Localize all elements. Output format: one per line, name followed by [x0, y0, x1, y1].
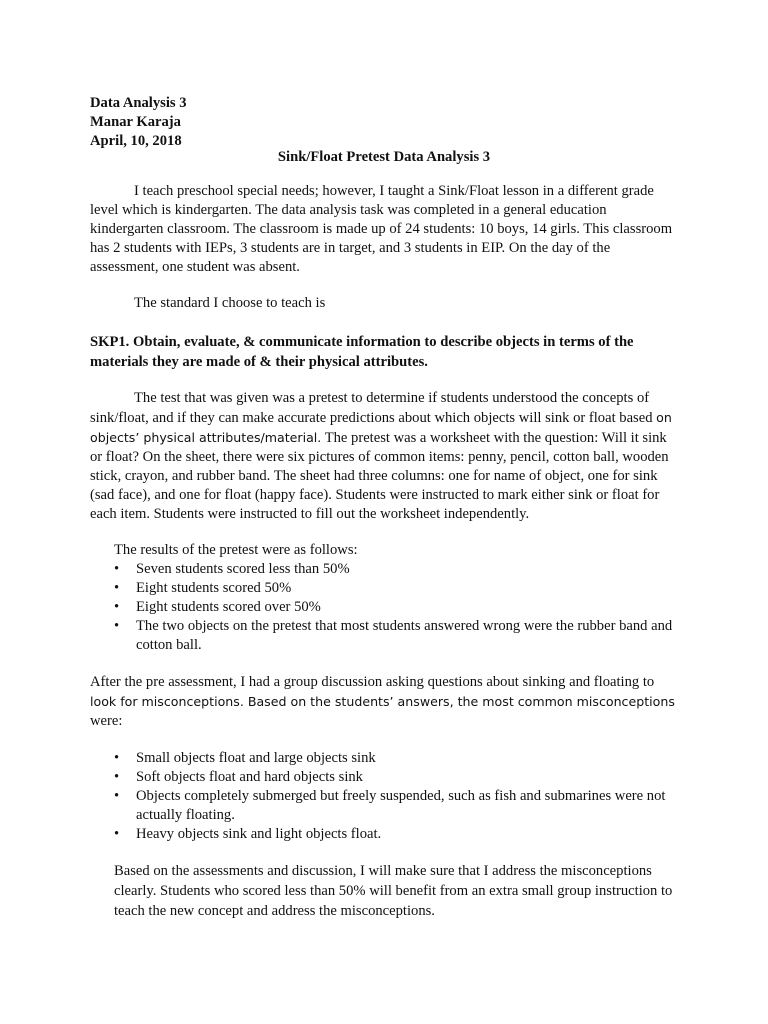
author-name: Manar Karaja: [90, 114, 181, 130]
discussion-text-3: were:: [90, 713, 123, 729]
result-item: • Eight students scored over 50%: [114, 598, 680, 617]
conclusion-paragraph: [90, 861, 680, 921]
result-item: • Eight students scored 50%: [114, 579, 680, 598]
discussion-text-1: After the pre assessment, I had a group discussion asking questions about sinking and floating to: [90, 674, 655, 690]
pretest-text-1: The test that was given was a pretest to determine if students understood the concepts of sink/float, and if they can make accurate predictions about which objects will sink or float based: [90, 390, 657, 426]
misconception-item: • Soft objects float and hard objects sink: [114, 768, 680, 787]
document-header: [90, 94, 690, 151]
misconception-item: • Objects completely submerged but freely suspended, such as fish and submarines were not actually floating.: [114, 787, 680, 825]
document-title: [0, 148, 768, 167]
misconceptions-list: [90, 749, 680, 844]
result-item: • Seven students scored less than 50%: [114, 560, 680, 579]
document-body: [90, 182, 680, 921]
misconception-item: • Heavy objects sink and light objects float.: [114, 825, 680, 844]
discussion-text-2: look for misconceptions. Based on the students’ answers, the most common misconceptions: [90, 694, 675, 709]
conclusion-text: Based on the assessments and discussion, I will make sure that I address the misconceptions clearly. Students who scored less than 50% will benefit from an extra small group instruction to teach the new concept and address the misconceptions.: [114, 863, 673, 919]
result-item: • The two objects on the pretest that most students answered wrong were the rubber band and cotton ball.: [114, 617, 680, 655]
misconception-item: • Small objects float and large objects sink: [114, 749, 680, 768]
document-title-text: Sink/Float Pretest Data Analysis 3: [277, 149, 491, 165]
pretest-text-2: on objects’ physical attributes/material.: [90, 410, 672, 445]
intro-paragraph: I teach preschool special needs; however, I taught a Sink/Float lesson in a different grade level which is kindergarten. The data analysis task was completed in a general education kindergarten classroom. The classroom is made up of 24 students: 10 boys, 14 girls. This classroom has 2 students with IEPs, 3 students are in target, and 3 students in EIP. On the day of the assessment, one student was absent.: [90, 183, 673, 275]
pretest-paragraph: [90, 389, 680, 524]
discussion-paragraph: [90, 673, 680, 731]
document-date: April, 10, 2018: [90, 133, 182, 149]
results-heading: The results of the pretest were as follows:: [114, 542, 358, 558]
results-list: [90, 560, 680, 655]
standard-intro: The standard I choose to teach is: [134, 295, 326, 311]
pretest-text-3: The pretest was a worksheet with the question: Will it sink or float? On the sheet, there were six pictures of common items: penny, pencil, cotton ball, wooden stick, crayon, and rubber band. The sheet had three columns: one for name of object, one for sink (sad face), and one for float (happy face). Students were instructed to mark either sink or float for each item. Students were instructed to fill out the worksheet independently.: [90, 430, 669, 522]
standard-statement: SKP1. Obtain, evaluate, & communicate information to describe objects in terms of the materials they are made of & their physical attributes.: [90, 334, 634, 370]
course-name: Data Analysis 3: [90, 95, 187, 111]
